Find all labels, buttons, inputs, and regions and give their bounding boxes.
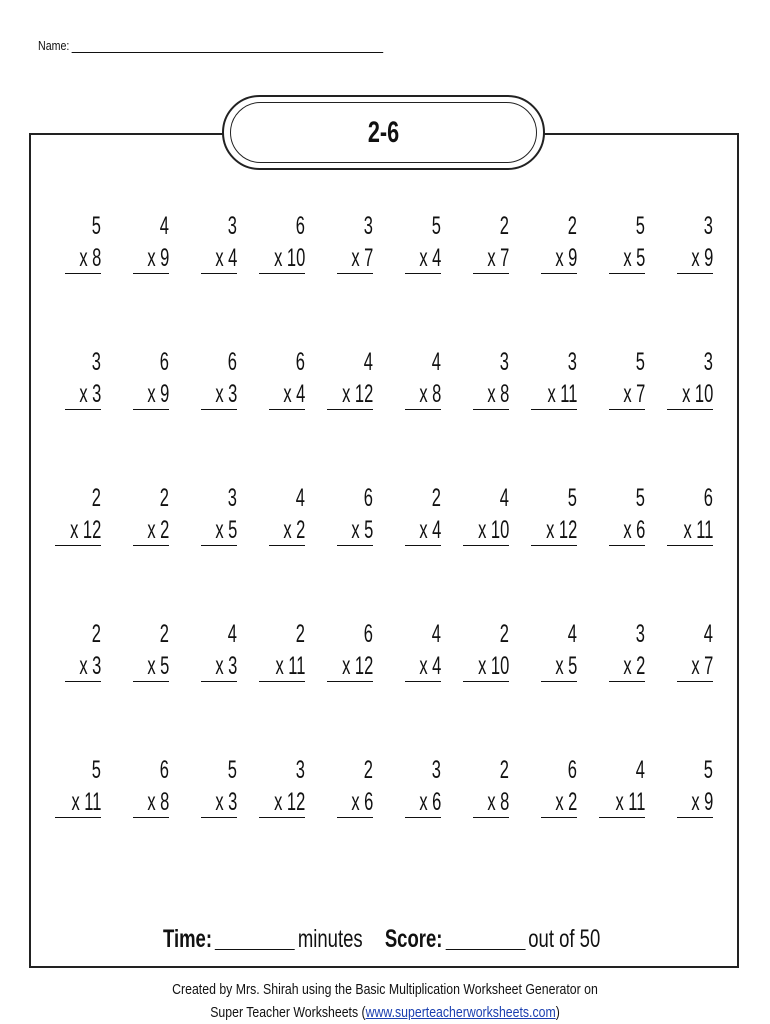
multiplicand: 2 — [567, 212, 577, 240]
multiplicand: 3 — [227, 212, 237, 240]
answer-line — [259, 273, 305, 274]
problem — [575, 484, 645, 544]
multiplier: x 3 — [78, 380, 101, 408]
multiplier: x 12 — [341, 380, 373, 408]
answer-line — [609, 409, 645, 410]
problem — [439, 212, 509, 272]
multiplier: x 12 — [341, 652, 373, 680]
answer-line — [473, 273, 509, 274]
problem — [99, 620, 169, 680]
multiplicand: 4 — [431, 620, 441, 648]
multiplicand: 4 — [431, 348, 441, 376]
answer-line — [667, 409, 713, 410]
multiplicand: 3 — [295, 756, 305, 784]
multiplicand: 2 — [295, 620, 305, 648]
problem — [167, 212, 237, 272]
multiplier: x 4 — [418, 652, 441, 680]
problem — [575, 212, 645, 272]
answer-line — [133, 409, 169, 410]
answer-line — [201, 545, 237, 546]
multiplier: x 5 — [214, 516, 237, 544]
problem — [303, 348, 373, 408]
problem — [507, 620, 577, 680]
problem — [31, 484, 101, 544]
multiplicand: 5 — [703, 756, 713, 784]
problem — [439, 348, 509, 408]
problem — [31, 348, 101, 408]
problem — [31, 212, 101, 272]
multiplicand: 2 — [159, 620, 169, 648]
problem — [303, 212, 373, 272]
problem — [643, 484, 713, 544]
multiplicand: 6 — [567, 756, 577, 784]
multiplicand: 5 — [635, 212, 645, 240]
multiplicand: 4 — [499, 484, 509, 512]
problem — [99, 348, 169, 408]
problem — [167, 620, 237, 680]
multiplicand: 2 — [159, 484, 169, 512]
multiplier: x 10 — [681, 380, 713, 408]
problem — [167, 484, 237, 544]
multiplicand: 3 — [703, 348, 713, 376]
multiplicand: 6 — [295, 212, 305, 240]
multiplier: x 7 — [350, 244, 373, 272]
multiplicand: 2 — [91, 620, 101, 648]
multiplier: x 3 — [78, 652, 101, 680]
problem — [167, 348, 237, 408]
answer-line — [55, 545, 101, 546]
multiplier: x 2 — [282, 516, 305, 544]
answer-line — [541, 681, 577, 682]
problem — [31, 620, 101, 680]
answer-line — [201, 273, 237, 274]
problem — [235, 348, 305, 408]
answer-line — [65, 273, 101, 274]
multiplier: x 8 — [146, 788, 169, 816]
name-label: Name: — [38, 38, 70, 53]
problem — [371, 756, 441, 816]
answer-line — [609, 273, 645, 274]
multiplicand: 5 — [567, 484, 577, 512]
time-label: Time: — [163, 925, 213, 953]
problem — [303, 756, 373, 816]
multiplicand: 6 — [703, 484, 713, 512]
answer-line — [133, 545, 169, 546]
multiplicand: 6 — [159, 348, 169, 376]
multiplicand: 4 — [159, 212, 169, 240]
answer-line — [55, 817, 101, 818]
problem — [371, 212, 441, 272]
answer-line — [327, 681, 373, 682]
problem — [643, 756, 713, 816]
multiplier: x 4 — [418, 516, 441, 544]
footer-stats — [163, 920, 600, 954]
multiplier: x 9 — [146, 380, 169, 408]
answer-line — [65, 409, 101, 410]
multiplier: x 9 — [146, 244, 169, 272]
multiplier: x 3 — [214, 652, 237, 680]
answer-line — [667, 545, 713, 546]
problem — [235, 756, 305, 816]
multiplier: x 6 — [350, 788, 373, 816]
answer-line — [531, 545, 577, 546]
multiplier: x 2 — [146, 516, 169, 544]
problem — [643, 348, 713, 408]
multiplier: x 10 — [477, 652, 509, 680]
multiplicand: 5 — [91, 756, 101, 784]
multiplier: x 10 — [477, 516, 509, 544]
worksheet-title: 2-6 — [367, 115, 400, 149]
answer-line — [405, 817, 441, 818]
answer-line — [201, 681, 237, 682]
problem — [303, 620, 373, 680]
answer-line — [473, 409, 509, 410]
answer-line — [609, 681, 645, 682]
answer-line — [541, 817, 577, 818]
answer-line — [677, 273, 713, 274]
multiplier: x 2 — [622, 652, 645, 680]
multiplier: x 3 — [214, 788, 237, 816]
answer-line — [337, 817, 373, 818]
multiplicand: 6 — [363, 484, 373, 512]
multiplicand: 5 — [635, 348, 645, 376]
credit-line-2 — [69, 1001, 700, 1024]
multiplicand: 4 — [295, 484, 305, 512]
multiplier: x 5 — [622, 244, 645, 272]
multiplicand: 2 — [91, 484, 101, 512]
multiplicand: 6 — [295, 348, 305, 376]
credit-prefix: Super Teacher Worksheets ( — [210, 1004, 366, 1021]
multiplicand: 2 — [499, 620, 509, 648]
multiplier: x 4 — [418, 244, 441, 272]
answer-line — [259, 817, 305, 818]
multiplicand: 2 — [363, 756, 373, 784]
multiplicand: 2 — [431, 484, 441, 512]
answer-line — [599, 817, 645, 818]
answer-line — [473, 817, 509, 818]
multiplicand: 3 — [363, 212, 373, 240]
multiplicand: 6 — [159, 756, 169, 784]
problem — [371, 348, 441, 408]
answer-line — [677, 817, 713, 818]
answer-line — [463, 681, 509, 682]
multiplier: x 9 — [690, 788, 713, 816]
multiplicand: 3 — [431, 756, 441, 784]
answer-line — [337, 273, 373, 274]
multiplier: x 4 — [282, 380, 305, 408]
problem — [439, 620, 509, 680]
problem — [439, 484, 509, 544]
answer-line — [463, 545, 509, 546]
multiplier: x 7 — [622, 380, 645, 408]
answer-line — [133, 681, 169, 682]
answer-line — [259, 681, 305, 682]
multiplicand: 6 — [363, 620, 373, 648]
multiplier: x 12 — [545, 516, 577, 544]
multiplier: x 8 — [78, 244, 101, 272]
answer-line — [327, 409, 373, 410]
problem — [167, 756, 237, 816]
answer-line — [405, 545, 441, 546]
answer-line — [133, 273, 169, 274]
answer-line — [405, 273, 441, 274]
multiplier: x 8 — [486, 380, 509, 408]
multiplicand: 5 — [91, 212, 101, 240]
problem — [371, 620, 441, 680]
problem — [303, 484, 373, 544]
multiplicand: 2 — [499, 212, 509, 240]
multiplier: x 9 — [690, 244, 713, 272]
multiplier: x 11 — [615, 788, 645, 816]
problem — [99, 212, 169, 272]
multiplicand: 4 — [227, 620, 237, 648]
multiplicand: 4 — [567, 620, 577, 648]
multiplier: x 2 — [554, 788, 577, 816]
multiplicand: 3 — [567, 348, 577, 376]
score-blank — [445, 929, 525, 950]
multiplicand: 5 — [431, 212, 441, 240]
multiplier: x 5 — [554, 652, 577, 680]
multiplier: x 10 — [273, 244, 305, 272]
problem — [31, 756, 101, 816]
multiplicand: 2 — [499, 756, 509, 784]
credit-link[interactable]: www.superteacherworksheets.com — [365, 1004, 556, 1021]
credit — [0, 978, 770, 1024]
answer-line — [531, 409, 577, 410]
multiplicand: 4 — [635, 756, 645, 784]
problem — [439, 756, 509, 816]
multiplicand: 3 — [703, 212, 713, 240]
multiplier: x 12 — [273, 788, 305, 816]
multiplier: x 11 — [547, 380, 577, 408]
multiplier: x 6 — [622, 516, 645, 544]
problem — [99, 484, 169, 544]
problem — [371, 484, 441, 544]
multiplicand: 4 — [363, 348, 373, 376]
problem — [643, 620, 713, 680]
credit-line-1: Created by Mrs. Shirah using the Basic Multiplication Worksheet Generator on — [172, 981, 598, 998]
multiplicand: 3 — [635, 620, 645, 648]
credit-suffix: ) — [555, 1004, 560, 1021]
multiplicand: 5 — [227, 756, 237, 784]
multiplier: x 4 — [214, 244, 237, 272]
multiplicand: 5 — [635, 484, 645, 512]
multiplicand: 3 — [499, 348, 509, 376]
problem — [235, 484, 305, 544]
answer-line — [405, 681, 441, 682]
problem — [575, 756, 645, 816]
multiplier: x 5 — [146, 652, 169, 680]
multiplier: x 8 — [418, 380, 441, 408]
answer-line — [133, 817, 169, 818]
multiplier: x 11 — [71, 788, 101, 816]
multiplier: x 5 — [350, 516, 373, 544]
answer-line — [269, 545, 305, 546]
answer-line — [677, 681, 713, 682]
problem — [507, 484, 577, 544]
multiplicand: 4 — [703, 620, 713, 648]
problem — [507, 756, 577, 816]
answer-line — [201, 409, 237, 410]
problem — [235, 212, 305, 272]
multiplier: x 8 — [486, 788, 509, 816]
problem — [575, 348, 645, 408]
answer-line — [269, 409, 305, 410]
problem — [575, 620, 645, 680]
multiplicand: 3 — [91, 348, 101, 376]
multiplier: x 11 — [683, 516, 713, 544]
multiplier: x 11 — [275, 652, 305, 680]
problem — [643, 212, 713, 272]
multiplicand: 3 — [227, 484, 237, 512]
answer-line — [337, 545, 373, 546]
answer-line — [541, 273, 577, 274]
problem — [99, 756, 169, 816]
problem — [235, 620, 305, 680]
multiplier: x 12 — [69, 516, 101, 544]
multiplier: x 3 — [214, 380, 237, 408]
multiplier: x 9 — [554, 244, 577, 272]
multiplier: x 7 — [486, 244, 509, 272]
time-blank — [215, 929, 295, 950]
multiplier: x 6 — [418, 788, 441, 816]
out-of-label: out of 50 — [528, 925, 601, 953]
answer-line — [609, 545, 645, 546]
multiplier: x 7 — [690, 652, 713, 680]
score-label: Score: — [384, 925, 443, 953]
problem — [507, 212, 577, 272]
minutes-label: minutes — [297, 925, 363, 953]
problem — [507, 348, 577, 408]
answer-line — [65, 681, 101, 682]
answer-line — [405, 409, 441, 410]
multiplicand: 6 — [227, 348, 237, 376]
answer-line — [201, 817, 237, 818]
